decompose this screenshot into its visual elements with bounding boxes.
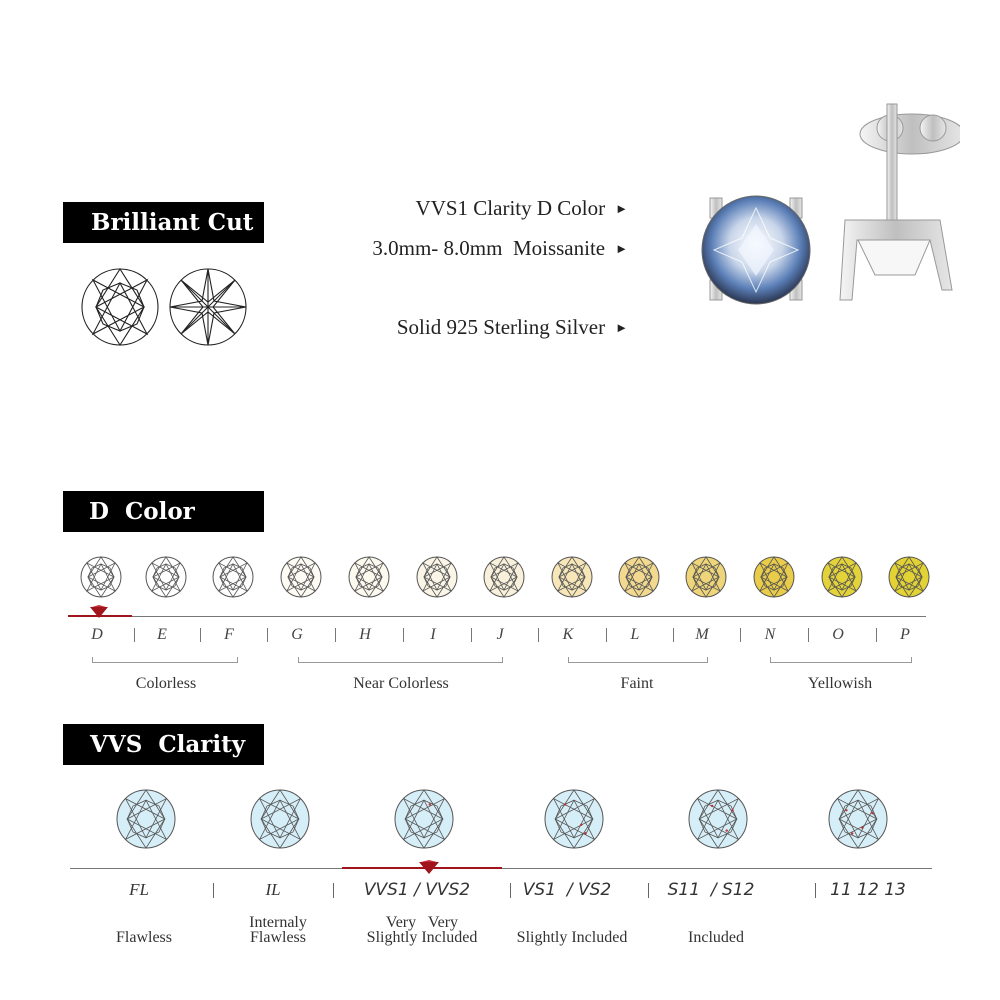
color-swatch-p <box>889 557 929 597</box>
color-scale-swatches <box>0 548 1000 618</box>
color-grade-f: F <box>224 626 234 643</box>
color-grade-separator <box>134 628 135 642</box>
clarity-grade-description: Flawless <box>116 929 172 946</box>
color-swatch-g <box>281 557 321 597</box>
cut-diagrams <box>78 262 258 352</box>
color-grade-o: O <box>832 626 844 643</box>
feature-size-moissanite: 3.0mm- 8.0mm Moissanite ► <box>372 236 628 260</box>
clarity-grade-separator <box>510 883 511 898</box>
color-grade-separator <box>606 628 607 642</box>
color-grade-separator <box>403 628 404 642</box>
clarity-selected-marker <box>418 860 440 875</box>
color-grade-m: M <box>695 626 709 643</box>
feature-sterling-silver: Solid 925 Sterling Silver ► <box>396 315 628 339</box>
clarity-grade-separator <box>333 883 334 898</box>
color-section-label: D Color <box>63 491 264 532</box>
color-grade-separator <box>471 628 472 642</box>
group-label-faint: Faint <box>620 675 654 692</box>
color-grade-separator <box>538 628 539 642</box>
clarity-grade-description: Included <box>688 929 744 946</box>
color-grade-separator <box>673 628 674 642</box>
bracket-colorless <box>92 657 238 663</box>
color-swatch-l <box>619 557 659 597</box>
clarity-grade-separator <box>648 883 649 898</box>
clarity-grade-code: VS1 / VS2 <box>522 880 612 900</box>
crown-view-diagram <box>82 269 158 345</box>
clarity-grade-description: Slightly Included <box>516 929 628 946</box>
bracket-yellowish <box>770 657 912 663</box>
color-swatch-o <box>822 557 862 597</box>
clarity-gem-0 <box>117 790 175 848</box>
clarity-gem-4 <box>689 790 747 848</box>
color-grade-separator <box>335 628 336 642</box>
color-grade-separator <box>808 628 809 642</box>
group-label-yellowish: Yellowish <box>807 675 873 692</box>
color-grade-p: P <box>900 626 910 643</box>
earring-product-image <box>690 100 960 320</box>
clarity-gem-2 <box>395 790 453 848</box>
clarity-gem-5 <box>829 790 887 848</box>
color-grade-separator <box>267 628 268 642</box>
clarity-section-label: VVS Clarity <box>63 724 264 765</box>
clarity-scale-gems <box>0 785 1000 857</box>
clarity-grade-description: Very Very Slightly Included <box>366 914 478 946</box>
color-swatch-m <box>686 557 726 597</box>
clarity-grade-code: 11 12 13 <box>830 880 906 900</box>
color-swatch-h <box>349 557 389 597</box>
color-grade-n: N <box>764 626 776 643</box>
clarity-gem-3 <box>545 790 603 848</box>
clarity-grade-code: S11 / S12 <box>667 880 755 900</box>
color-grade-k: K <box>562 626 574 643</box>
color-swatch-i <box>417 557 457 597</box>
clarity-grade-code: VVS1 / VVS2 <box>363 880 471 900</box>
color-scale-axis <box>68 616 926 617</box>
color-swatch-f <box>213 557 253 597</box>
clarity-grade-code: FL <box>129 880 149 899</box>
bracket-faint <box>568 657 708 663</box>
clarity-gem-1 <box>251 790 309 848</box>
brilliant-cut-label: Brilliant Cut <box>63 202 264 243</box>
clarity-grade-separator <box>815 883 816 898</box>
color-selected-marker <box>89 605 109 619</box>
group-label-near-colorless: Near Colorless <box>353 675 449 692</box>
clarity-grade-description: Internaly Flawless <box>249 914 307 946</box>
color-swatch-k <box>552 557 592 597</box>
color-grade-i: I <box>430 626 436 643</box>
color-grade-h: H <box>359 626 371 643</box>
earring-front-view <box>702 196 810 304</box>
color-swatch-d <box>81 557 121 597</box>
feature-clarity-color: VVS1 Clarity D Color ► <box>415 196 628 220</box>
color-swatch-j <box>484 557 524 597</box>
color-grade-separator <box>876 628 877 642</box>
color-grade-separator <box>740 628 741 642</box>
color-grade-separator <box>200 628 201 642</box>
color-grade-d: D <box>91 626 103 643</box>
color-swatch-n <box>754 557 794 597</box>
color-swatch-e <box>146 557 186 597</box>
color-grade-e: E <box>157 626 167 643</box>
color-grade-j: J <box>496 626 504 643</box>
color-grade-l: L <box>630 626 640 643</box>
color-grade-g: G <box>291 626 303 643</box>
pavilion-view-diagram <box>170 269 246 345</box>
earring-side-view <box>840 104 960 300</box>
bracket-near-colorless <box>298 657 503 663</box>
clarity-grade-separator <box>213 883 214 898</box>
clarity-grade-code: IL <box>265 880 281 899</box>
group-label-colorless: Colorless <box>135 675 197 692</box>
